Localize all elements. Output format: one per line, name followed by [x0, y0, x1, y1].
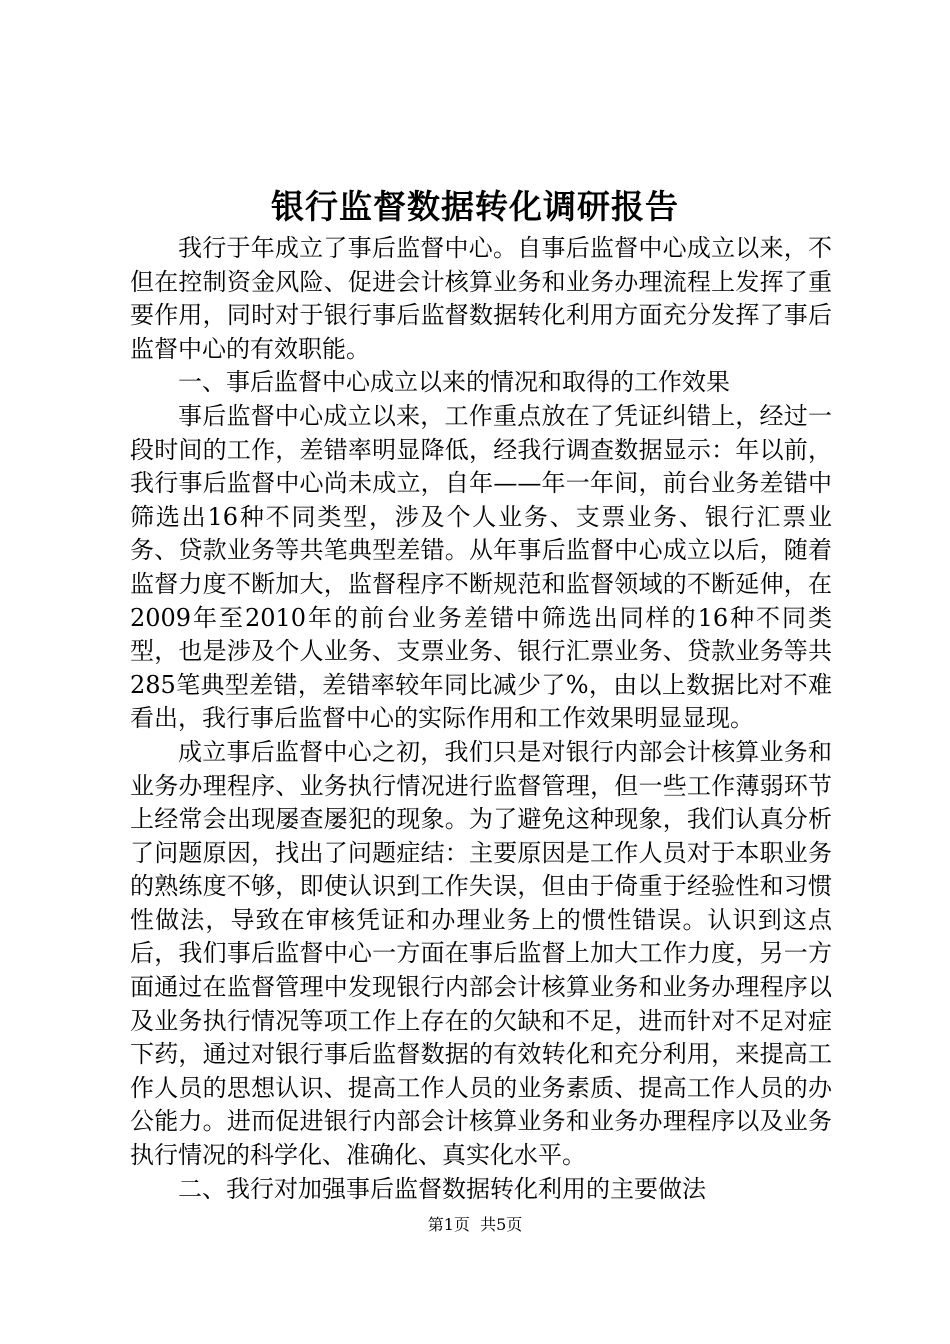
page-number-label: 第1页 共5页 — [427, 1215, 523, 1234]
paragraph-intro: 我行于年成立了事后监督中心。自事后监督中心成立以来，不但在控制资金风险、促进会计核算业务和业务办理流程上发挥了重要作用，同时对于银行事后监督数据转化利用方面充分发挥了事后监督中心的有效职能。 — [130, 234, 832, 363]
page-footer — [0, 1213, 950, 1237]
paragraph-analysis: 成立事后监督中心之初，我们只是对银行内部会计核算业务和业务办理程序、业务执行情况进行监督管理，但一些工作薄弱环节上经常会出现屡查屡犯的现象。为了避免这种现象，我们认真分析了问题原因，找出了问题症结：主要原因是工作人员对于本职业务的熟练度不够，即使认识到工作失误，但由于倚重于经验性和习惯性做法，导致在审核凭证和办理业务上的惯性错误。认识到这点后，我们事后监督中心一方面在事后监督上加大工作力度，另一方面通过在监督管理中发现银行内部会计核算业务和业务办理程序以及业务执行情况等项工作上存在的欠缺和不足，进而针对不足对症下药，通过对银行事后监督数据的有效转化和充分利用，来提高工作人员的思想认识、提高工作人员的业务素质、提高工作人员的办公能力。进而促进银行内部会计核算业务和业务办理程序以及业务执行情况的科学化、准确化、真实化水平。 — [130, 737, 832, 1170]
document-title: 银行监督数据转化调研报告 — [271, 187, 679, 226]
document-body — [130, 232, 832, 1206]
section-heading-2: 二、我行对加强事后监督数据转化利用的主要做法 — [178, 1174, 706, 1203]
section-heading-1: 一、事后监督中心成立以来的情况和取得的工作效果 — [178, 368, 730, 397]
paragraph-results: 事后监督中心成立以来，工作重点放在了凭证纠错上，经过一段时间的工作，差错率明显降低，经我行调查数据显示：年以前，我行事后监督中心尚未成立，自年——年一年间，前台业务差错中筛选出16种不同类型，涉及个人业务、支票业务、银行汇票业务、贷款业务等共笔典型差错。从年事后监督中心成立以后，随着监督力度不断加大，监督程序不断规范和监督领域的不断延伸，在2009年至2010年的前台业务差错中筛选出同样的16种不同类型，也是涉及个人业务、支票业务、银行汇票业务、贷款业务等共285笔典型差错，差错率较年同比减少了%，由以上数据比对不难看出，我行事后监督中心的实际作用和工作效果明显显现。 — [130, 401, 832, 733]
